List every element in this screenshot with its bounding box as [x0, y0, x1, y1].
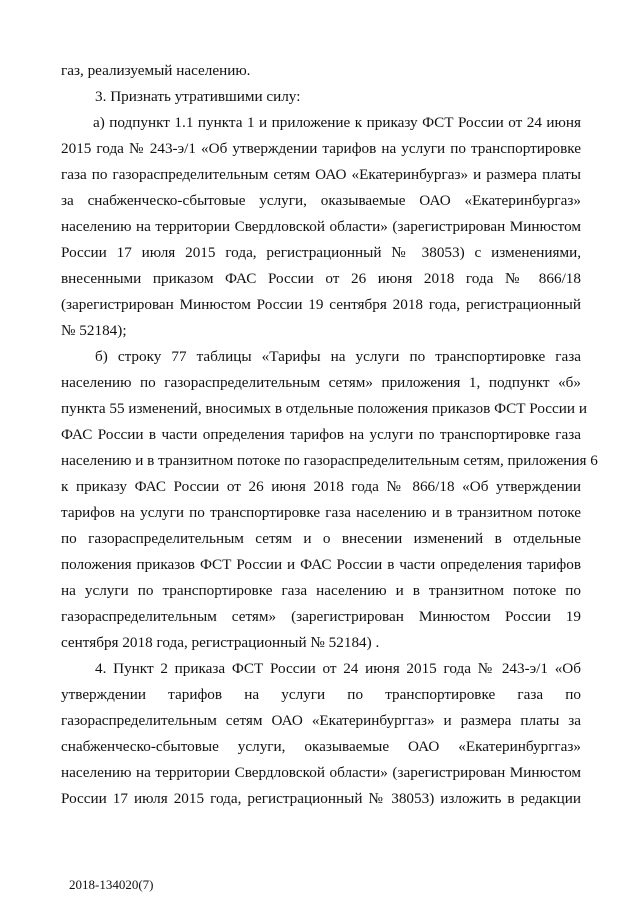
text-line: на услуги по транспортировке газа населению и в транзитном потоке по	[61, 582, 581, 599]
text-line: населению и в транзитном потоке по газораспределительным сетям, приложения 6	[61, 452, 598, 469]
text-line: к приказу ФАС России от 26 июня 2018 года № 866/18 «Об утверждении	[61, 478, 581, 495]
text-line: России 17 июля 2015 года, регистрационный № 38053) с изменениями,	[61, 244, 581, 261]
text-line: населению на территории Свердловской области» (зарегистрирован Минюстом	[61, 764, 581, 781]
list-item-3-heading: 3. Признать утратившими силу:	[95, 88, 301, 105]
text-line: населению по газораспределительным сетям» приложения 1, подпункт «б»	[61, 374, 581, 391]
text-line: по газораспределительным сетям и о внесении изменений в отдельные	[61, 530, 581, 547]
text-line: снабженческо-сбытовые услуги, оказываемые ОАО «Екатеринбурггаз»	[61, 738, 581, 755]
text-line: газораспределительным сетям» (зарегистрирован Минюстом России 19	[61, 608, 581, 625]
document-code-footer: 2018-134020(7)	[69, 877, 154, 892]
text-line: газораспределительным сетям ОАО «Екатеринбурггаз» и размера платы за	[61, 712, 581, 729]
text-line: положения приказов ФСТ России и ФАС России в части определения тарифов	[61, 556, 581, 573]
text-line: России 17 июля 2015 года, регистрационный № 38053) изложить в редакции	[61, 790, 581, 807]
text-line: а) подпункт 1.1 пункта 1 и приложение к приказу ФСТ России от 24 июня	[93, 114, 581, 131]
text-line: газ, реализуемый населению.	[61, 62, 251, 79]
text-line: за снабженческо-сбытовые услуги, оказываемые ОАО «Екатеринбургаз»	[61, 192, 581, 209]
text-line: б) строку 77 таблицы «Тарифы на услуги по транспортировке газа	[95, 348, 581, 365]
text-line: № 52184);	[61, 322, 127, 339]
text-line: ФАС России в части определения тарифов на услуги по транспортировке газа	[61, 426, 581, 443]
text-line: тарифов на услуги по транспортировке газа населению и в транзитном потоке	[61, 504, 581, 521]
text-line: газа по газораспределительным сетям ОАО «Екатеринбургаз» и размера платы	[61, 166, 581, 183]
text-line: утверждении тарифов на услуги по транспортировке газа по	[61, 686, 581, 703]
text-line: внесенными приказом ФАС России от 26 июня 2018 года № 866/18	[61, 270, 581, 287]
text-line: 2015 года № 243-э/1 «Об утверждении тарифов на услуги по транспортировке	[61, 140, 581, 157]
text-line: пункта 55 изменений, вносимых в отдельные положения приказов ФСТ России и	[61, 400, 587, 417]
text-line: сентября 2018 года, регистрационный № 52184) .	[61, 634, 380, 651]
text-line: (зарегистрирован Минюстом России 19 сентября 2018 года, регистрационный	[61, 296, 581, 313]
list-item-4: 4. Пункт 2 приказа ФСТ России от 24 июня 2015 года № 243-э/1 «Об	[95, 660, 581, 677]
text-line: населению на территории Свердловской области» (зарегистрирован Минюстом	[61, 218, 581, 235]
